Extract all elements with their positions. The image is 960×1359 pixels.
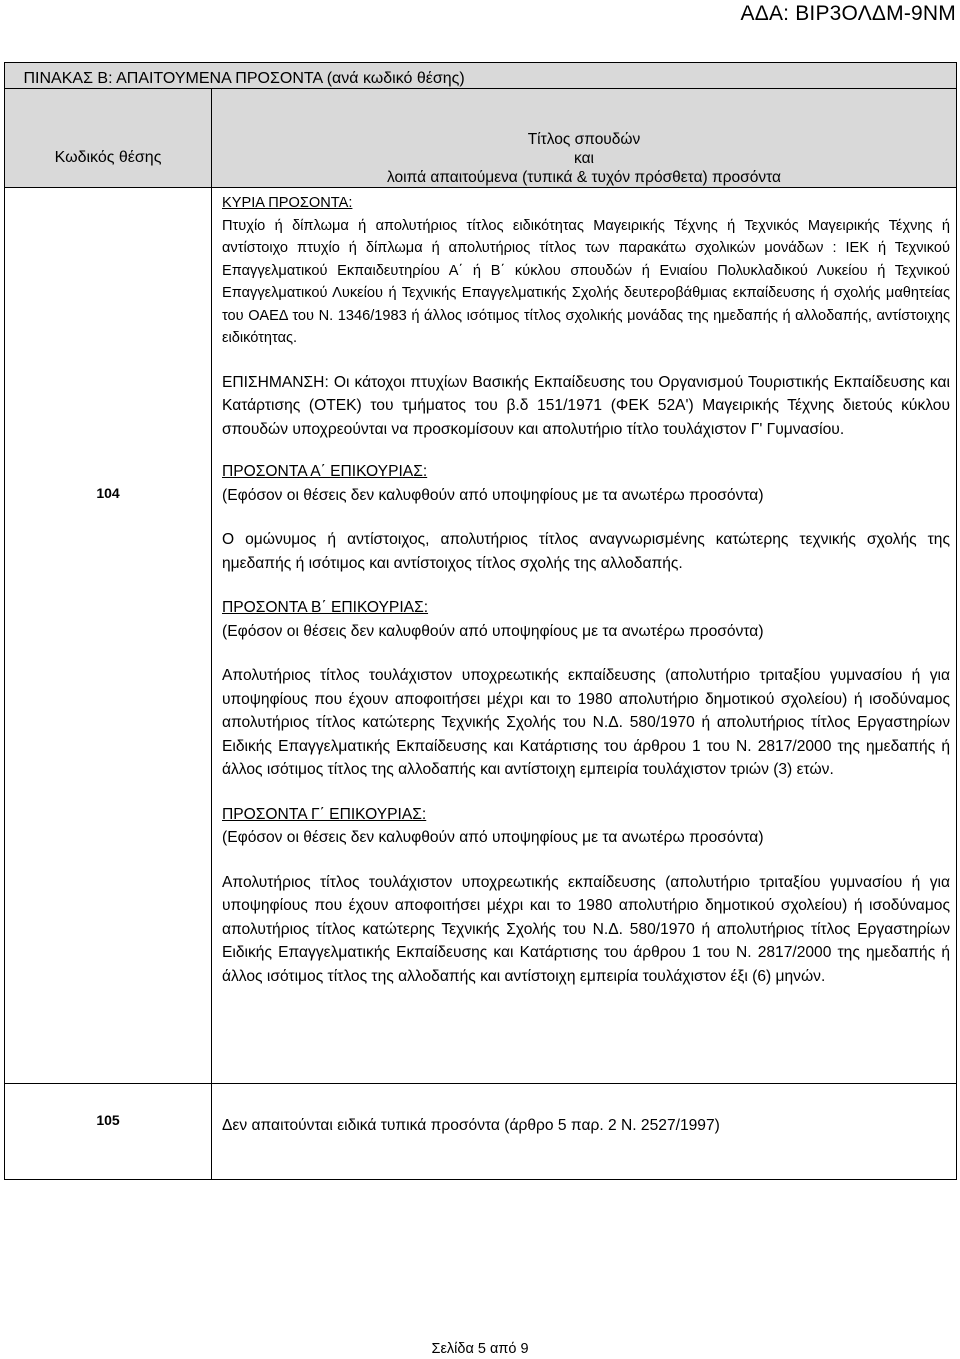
qualifications-cell [212,188,957,1084]
table-row [5,1084,957,1180]
column-header-row [5,89,957,188]
main-qualifications [222,192,950,350]
tier-a-heading: ΠΡΟΣΟΝΤΑ Α΄ ΕΠΙΚΟΥΡΙΑΣ: [222,463,428,480]
tier-b-text: Απολυτήριος τίτλος τουλάχιστον υποχρεωτικής εκπαίδευσης (απολυτήριο τριταξίου γυμνασίου ή για υποψηφίους που έχουν αποφοιτήσει μέχρι και το 1980 απολυτήριο δημοτικού σχολείου) ή ισοδύναμος απολυτήριος τίτλος κατώτερης Τεχνικής Σχολής του Ν.Δ. 580/1970 ή απολυτήριος τίτλος Εργαστηρίων Ειδικής Επαγγελματικής Εκπαίδευσης και Κατάρτισης του άρθρου 1 του Ν. 2817/2000 της ημεδαπής ή άλλος ισότιμος τίτλος της αλλοδαπής και αντίστοιχη εμπειρία τουλάχιστον τριών (3) ετών. [222,667,950,778]
table-title-row [5,63,957,89]
tier-c-text: Απολυτήριος τίτλος τουλάχιστον υποχρεωτικής εκπαίδευσης (απολυτήριο τριταξίου γυμνασίου ή για υποψηφίους που έχουν αποφοιτήσει μέχρι και το 1980 απολυτήριο δημοτικού σχολείου) ή ισοδύναμος απολυτήριος τίτλος κατώτερης Τεχνικής Σχολής του Ν.Δ. 580/1970 ή απολυτήριος τίτλος Εργαστηρίων Ειδικής Επαγγελματικής Εκπαίδευσης και Κατάρτισης του άρθρου 1 του Ν. 2817/2000 της ημεδαπής ή άλλος ισότιμος τίτλος της αλλοδαπής και αντίστοιχη εμπειρία τουλάχιστον έξι (6) μηνών. [222,873,950,985]
code-column-header: Κωδικός θέσης [5,89,212,188]
note-paragraph: ΕΠΙΣΗΜΑΝΣΗ: Οι κάτοχοι πτυχίων Βασικής Εκπαίδευσης του Οργανισμού Τουριστικής Εκπαίδευσης και Κατάρτισης (ΟΤΕΚ) του τμήματος του β.δ 151/1971 (ΦΕΚ 52Α') Μαγειρικής Τέχνης διετούς κύκλου σπουδών υποχρεούνται να προσκομίσουν και απολυτήριο τίτλο τουλάχιστον Γ' Γυμνασίου. [222,373,950,438]
page-number: Σελίδα 5 από 9 [431,1341,529,1357]
table-title: ΠΙΝΑΚΑΣ Β: ΑΠΑΙΤΟΥΜΕΝΑ ΠΡΟΣΟΝΤΑ (ανά κωδικό θέσης) [212,63,957,89]
main-qualifications-heading: ΚΥΡΙΑ ΠΡΟΣΟΝΤΑ: [222,195,353,211]
tier-a-text: Ο ομώνυμος ή αντίστοιχος, απολυτήριος τίτλος αναγνωρισμένης κατώτερης τεχνικής σχολής της ημεδαπής ή ισότιμος και αντίστοιχος τίτλος σχολής της αλλοδαπής. [222,531,950,572]
tier-c-condition: (Εφόσον οι θέσεις δεν καλυφθούν από υποψηφίους με τα ανωτέρω προσόντα) [222,829,764,846]
ada-stamp: ΑΔΑ: ΒΙΡ3ΟΛΔΜ-9ΝΜ [740,2,956,25]
tier-b-heading: ΠΡΟΣΟΝΤΑ Β΄ ΕΠΙΚΟΥΡΙΑΣ: [222,599,429,616]
qualifications-cell: Δεν απαιτούνται ειδικά τυπικά προσόντα (άρθρο 5 παρ. 2 Ν. 2527/1997) [212,1084,957,1180]
table-row [5,188,957,1084]
tier-c-heading: ΠΡΟΣΟΝΤΑ Γ΄ ΕΠΙΚΟΥΡΙΑΣ: [222,805,427,823]
title-column-header: Τίτλος σπουδών και λοιπά απαιτούμενα (τυπικά & τυχόν πρόσθετα) προσόντα [212,89,957,188]
main-qualifications-text: Πτυχίο ή δίπλωμα ή απολυτήριος τίτλος ειδικότητας Μαγειρικής Τέχνης ή Τεχνικός Μαγειρικής Τέχνης ή αντίστοιχο πτυχίο ή δίπλωμα ή απολυτήριος τίτλος των παρακάτω σχολικών μονάδων : ΙΕΚ ή Τεχνικού Επαγγελματικού Εκπαιδευτηρίου Α΄ ή Β΄ κύκλου σπουδών ή Ενιαίου Πολυκλαδικού Λυκείου ή Τεχνικού Επαγγελματικού Λυκείου ή Τεχνικής Επαγγελματικής Σχολής δευτεροβάθμιας εκπαίδευσης ή σχολής μαθητείας του ΟΑΕΔ του Ν. 1346/1983 ή άλλος ισότιμος τίτλος σχολικής μονάδας της ημεδαπής ή αλλοδαπής, αντίστοιχης ειδικότητας. [222,217,950,346]
tier-b-condition: (Εφόσον οι θέσεις δεν καλυφθούν από υποψηφίους με τα ανωτέρω προσόντα) [222,622,764,640]
position-code: 104 [5,188,212,1084]
qualifications-table [4,62,957,1180]
tier-a-condition: (Εφόσον οι θέσεις δεν καλυφθούν από υποψηφίους με τα ανωτέρω προσόντα) [222,486,764,504]
position-code: 105 [5,1084,212,1180]
